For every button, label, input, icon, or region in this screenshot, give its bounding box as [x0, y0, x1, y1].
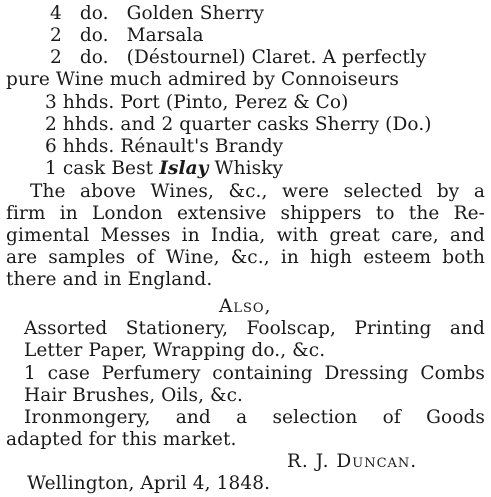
item-unit: do.	[79, 47, 109, 68]
claret-continuation: pure Wine much admired by Connoiseurs	[6, 69, 399, 90]
perfumery-line-1: 1 case Perfumery containing Dressing Combs	[24, 363, 485, 384]
item-desc: Golden Sherry	[126, 3, 265, 24]
paragraph-line-1: The above Wines, &c., were selected by a	[30, 181, 485, 202]
item-unit: do.	[79, 3, 109, 24]
item-golden-sherry	[50, 3, 264, 25]
item-sherry-casks: 2 hhds. and 2 quarter casks Sherry (Do.)	[45, 114, 432, 135]
paragraph-line-3: gimental Messes in India, with great care, and	[6, 225, 485, 246]
ironmongery-line-1: Ironmongery, and a selection of Goods	[24, 407, 485, 428]
paragraph-line-5: there and in England.	[6, 269, 213, 290]
item-whisky	[45, 158, 283, 180]
item-unit: do.	[79, 25, 109, 46]
paragraph-line-4: are samples of Wine, &c., in high esteem both	[6, 247, 485, 268]
item-brandy: 6 hhds. Rénault's Brandy	[45, 136, 284, 157]
also-heading: Also,	[219, 296, 272, 317]
paragraph-line-2: firm in London extensive shippers to the Re-	[6, 203, 485, 224]
item-port: 3 hhds. Port (Pinto, Perez & Co)	[45, 92, 349, 113]
item-claret	[50, 47, 426, 69]
dateline: Wellington, April 4, 1848.	[27, 473, 271, 494]
ironmongery-line-2: adapted for this market.	[6, 429, 237, 450]
item-desc: Marsala	[126, 25, 204, 46]
item-marsala	[50, 25, 204, 47]
item-qty: 2	[50, 25, 62, 46]
whisky-pre: 1 cask Best	[45, 158, 160, 179]
whisky-post: Whisky	[208, 158, 284, 179]
stationery-line-2: Letter Paper, Wrapping do., &c.	[24, 340, 326, 361]
signature: R. J. Duncan.	[287, 451, 418, 472]
item-desc: (Déstournel) Claret. A perfectly	[126, 47, 427, 68]
whisky-brand: Islay	[159, 158, 209, 179]
item-qty: 2	[50, 47, 62, 68]
perfumery-line-2: Hair Brushes, Oils, &c.	[24, 385, 244, 406]
item-qty: 4	[50, 3, 62, 24]
stationery-line-1: Assorted Stationery, Foolscap, Printing and	[24, 318, 485, 339]
